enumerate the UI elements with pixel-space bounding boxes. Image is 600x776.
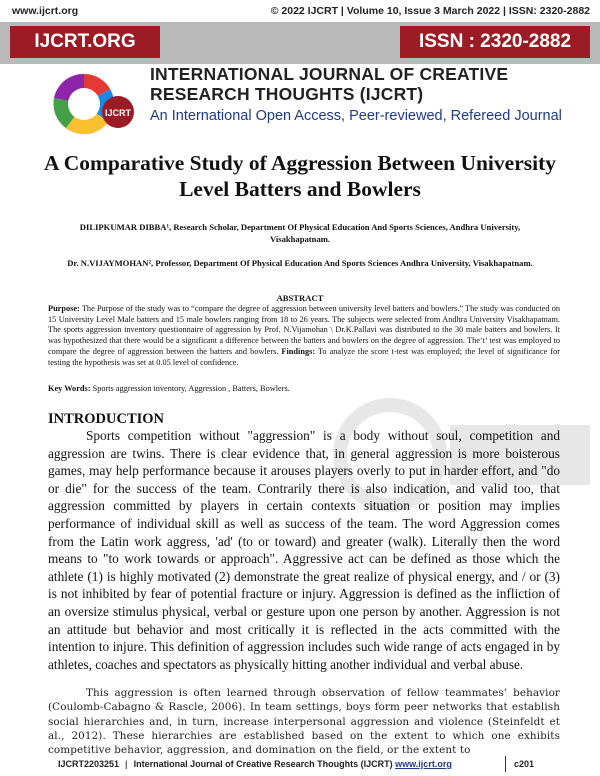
abstract-heading: ABSTRACT [276, 293, 324, 303]
footer-text: IJCRT2203251 | International Journal of Creative Research Thoughts (IJCRT) www.ijcrt.org [58, 759, 452, 769]
issue-info: © 2022 IJCRT | Volume 10, Issue 3 March 2022 | ISSN: 2320-2882 [270, 5, 590, 17]
journal-title [150, 64, 595, 104]
journal-title-line2: RESEARCH THOUGHTS (IJCRT) [150, 84, 424, 104]
journal-subtitle: An International Open Access, Peer-reviewed, Refereed Journal [150, 108, 562, 124]
abstract-text-2: To analyze the score t-test was employed; the level of significance for testing the hypothesis was set at 0.05 level of confidence. [48, 346, 560, 367]
author-1: DILIPKUMAR DIBBA¹, Research Scholar, Department Of Physical Education And Sports Sciences, Andhra University, Visakhapatnam. [79, 222, 521, 244]
footer-url[interactable]: www.ijcrt.org [395, 759, 452, 769]
site-url[interactable]: www.ijcrt.org [12, 5, 79, 17]
footer-journal: International Journal of Creative Research Thoughts (IJCRT) [133, 759, 393, 769]
page-footer [0, 755, 600, 776]
footer-paper-id: IJCRT2203251 [58, 759, 120, 769]
paper-title: A Comparative Study of Aggression Between University Level Batters and Bowlers [43, 151, 556, 201]
purpose-label: Purpose: [48, 304, 80, 313]
abstract-text-1: The Purpose of the study was to “compare the degree of aggression between university level batters and bowlers.” The study was conducted on 15 University Level Male batters and 15 male bowlers ranging from 18 to 26 years. The subjects were selected from Andhra University Visakhapatnam. The sports aggression inventory questionnaire of aggression by Prof. N.Vijamohan \ Dr.K.Pallavi was distributed to the 30 male batters and bowlers. It was hypothesized that there would be a significant a difference between the batters and bowlers on the degree of aggression. The‘t’ test was employed to compare the degree of aggression between the batters and bowlers. [48, 304, 560, 356]
introduction-heading: INTRODUCTION [48, 411, 165, 427]
logo-text: IJCRT [104, 108, 132, 118]
intro-paragraph-1: Sports competition without "aggression" is a body without soul, competition and aggression are twins. There is clear evidence that, in general aggression is more boisterous games, may help performance because it arouses players overly to put in harder effort, and "do or die" for the success of the team. Contrarily there is also indication, and valid too, that aggression committed by players in certain contexts situation or position may implies performance of individual skill as well as success of the team. The word Aggression comes from the Latin work aggress, 'ad' (to or toward) and greater (walk). Literally then the word means to "to work towards or approach". Aggressive act can be defined as those which the athlete (1) is highly motivated (2) demonstrate the great realize of physical energy, and / or (3) is not inhibited by fear of potential fracture or injury. Aggression is defined as the infliction of an oversize stimulus physical, verbal or gesture upon one person by another. Aggression is not an attitude but behavior and most critically it is reflected in the acts committed with the intention to injure. This definition of aggression includes such wide range of acts engaged in by athletes, coaches and spectators as physically hitting another individual and verbal abuse. [48, 428, 560, 672]
running-header [0, 0, 600, 22]
issn-label: ISSN : 2320-2882 [400, 26, 590, 58]
findings-label: Findings: [281, 346, 316, 356]
keywords-label: Key Words: [48, 384, 91, 393]
author-2: Dr. N.VIJAYMOHAN², Professor, Department Of Physical Education And Sports Sciences Andhra University, Visakhapatnam. [67, 258, 533, 268]
abstract-body [48, 304, 560, 368]
intro-paragraph-2: This aggression is often learned through observation of fellow teammates’ behavior (Coulomb-Cabagno & Rascle, 2006). In team settings, boys form peer networks that establish social hierarchies and, in turn, increase interpersonal aggression and violence (Steinfeldt et al., 2012). These hierarchies are established based on the extent to which one exhibits competitive behavior, aggression, and domination on the field, or the extent to [48, 687, 560, 757]
page-number: c201 [505, 756, 534, 772]
journal-logo-icon [36, 58, 144, 138]
keywords [48, 384, 560, 393]
keywords-text: Sports aggression inventory, Aggression , Batters, Bowlers. [90, 384, 290, 393]
journal-title-line1: INTERNATIONAL JOURNAL OF CREATIVE [150, 64, 509, 84]
brand-label: IJCRT.ORG [10, 26, 160, 58]
